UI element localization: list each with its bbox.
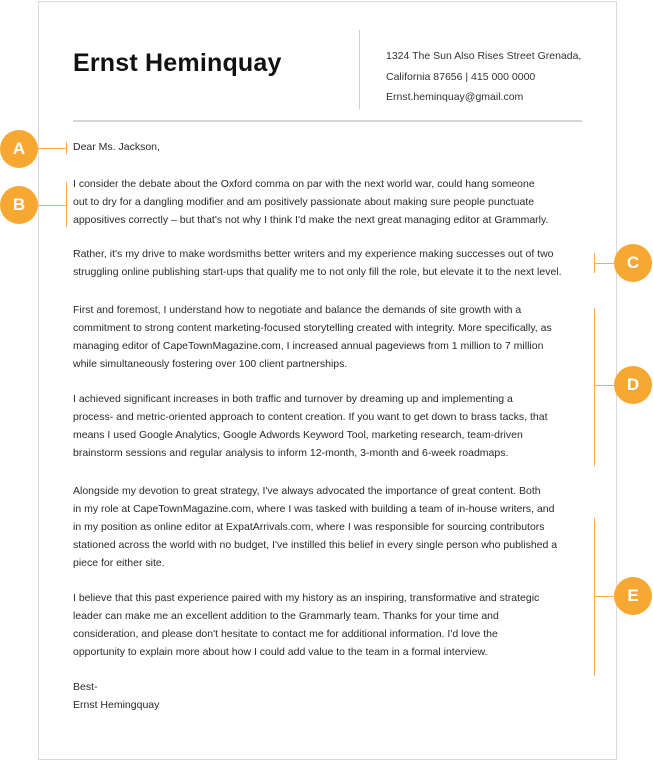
- paragraph-line: process- and metric-oriented approach to content creation. If you want to get down to brass tacks, that: [73, 411, 548, 423]
- paragraph-3: [73, 301, 593, 373]
- marker-b: B: [0, 186, 38, 224]
- paragraph-line: Rather, it's my drive to make wordsmiths better writers and my experience making successes out of two: [73, 248, 554, 260]
- sender-name: Ernst Heminquay: [73, 49, 282, 77]
- paragraph-line: First and foremost, I understand how to negotiate and balance the demands of site growth with a: [73, 304, 522, 316]
- contact-block: [386, 46, 581, 108]
- paragraph-line: I achieved significant increases in both traffic and turnover by dreaming up and implementing a: [73, 393, 513, 405]
- email-address: Ernst.heminquay@gmail.com: [386, 91, 524, 103]
- marker-d: D: [614, 366, 652, 404]
- signature-text: Ernst Hemingquay: [73, 699, 160, 711]
- paragraph-line: stationed across the world with no budget, I've instilled this belief in every single person who published a: [73, 539, 558, 551]
- paragraph-6: [73, 589, 593, 661]
- closing-block: [73, 678, 593, 714]
- closing-text: Best-: [73, 681, 98, 693]
- paragraph-5: [73, 482, 593, 572]
- paragraph-line: opportunity to explain more about how I could add value to the team in a formal interview.: [73, 646, 488, 658]
- marker-b-connector: [38, 205, 66, 206]
- marker-c-bracket: [594, 253, 595, 273]
- marker-a-connector: [38, 148, 66, 149]
- marker-e-connector: [594, 596, 614, 597]
- address-line-2: California 87656 | 415 000 0000: [386, 70, 536, 83]
- marker-d-connector: [594, 385, 614, 386]
- paragraph-line: piece for either site.: [73, 557, 165, 569]
- paragraph-line: Alongside my devotion to great strategy, I've always advocated the importance of great content. Both: [73, 485, 541, 497]
- paragraph-2: [73, 245, 593, 281]
- paragraph-line: in my role at CapeTownMagazine.com, where I was tasked with building a team of in-house writers, and: [73, 503, 555, 515]
- paragraph-line: struggling online publishing start-ups that qualify me to not only fill the role, but elevate it to the next level.: [73, 266, 562, 278]
- marker-c: C: [614, 244, 652, 282]
- marker-c-connector: [594, 263, 614, 264]
- paragraph-1: [73, 175, 593, 229]
- marker-a: A: [0, 130, 38, 168]
- paragraph-line: leader can make me an excellent addition to the Grammarly team. Thanks for your time and: [73, 610, 499, 622]
- paragraph-line: appositives correctly – but that's not why I think I'd make the next great managing editor at Grammarly.: [73, 214, 549, 226]
- paragraph-line: consideration, and please don't hesitate to contact me for additional information. I'd love the: [73, 628, 498, 640]
- paragraph-line: means I used Google Analytics, Google Adwords Keyword Tool, marketing research, team-driven: [73, 429, 523, 441]
- marker-d-bracket: [594, 308, 595, 466]
- paragraph-line: out to dry for a dangling modifier and am positively passionate about making sure people punctuate: [73, 196, 535, 208]
- address-line-1: 1324 The Sun Also Rises Street Grenada,: [386, 50, 582, 62]
- paragraph-line: I believe that this past experience paired with my history as an inspiring, transformative and strategic: [73, 592, 540, 604]
- paragraph-line: commitment to strong content marketing-focused storytelling created with integrity. More specifically, as: [73, 322, 552, 334]
- paragraph-4: [73, 390, 593, 462]
- marker-e: E: [614, 577, 652, 615]
- paragraph-line: in my position as online editor at ExpatArrivals.com, where I was responsible for sourcing contributors: [73, 521, 545, 533]
- salutation-text: Dear Ms. Jackson,: [73, 141, 160, 153]
- salutation: [73, 138, 593, 156]
- header-divider: [359, 30, 360, 109]
- marker-e-bracket: [594, 518, 595, 676]
- paragraph-line: managing editor of CapeTownMagazine.com, I increased annual pageviews from 1 million to 7 million: [73, 340, 544, 352]
- paragraph-line: brainstorm sessions and regular analysis to inform 12-month, 3-month and 6-week roadmaps.: [73, 447, 509, 459]
- paragraph-line: I consider the debate about the Oxford comma on par with the next world war, could hang someone: [73, 178, 535, 190]
- paragraph-line: while simultaneously fostering over 100 client partnerships.: [73, 358, 348, 370]
- marker-a-tick: [66, 142, 67, 154]
- header-rule: [73, 120, 582, 122]
- marker-b-bracket: [66, 182, 67, 227]
